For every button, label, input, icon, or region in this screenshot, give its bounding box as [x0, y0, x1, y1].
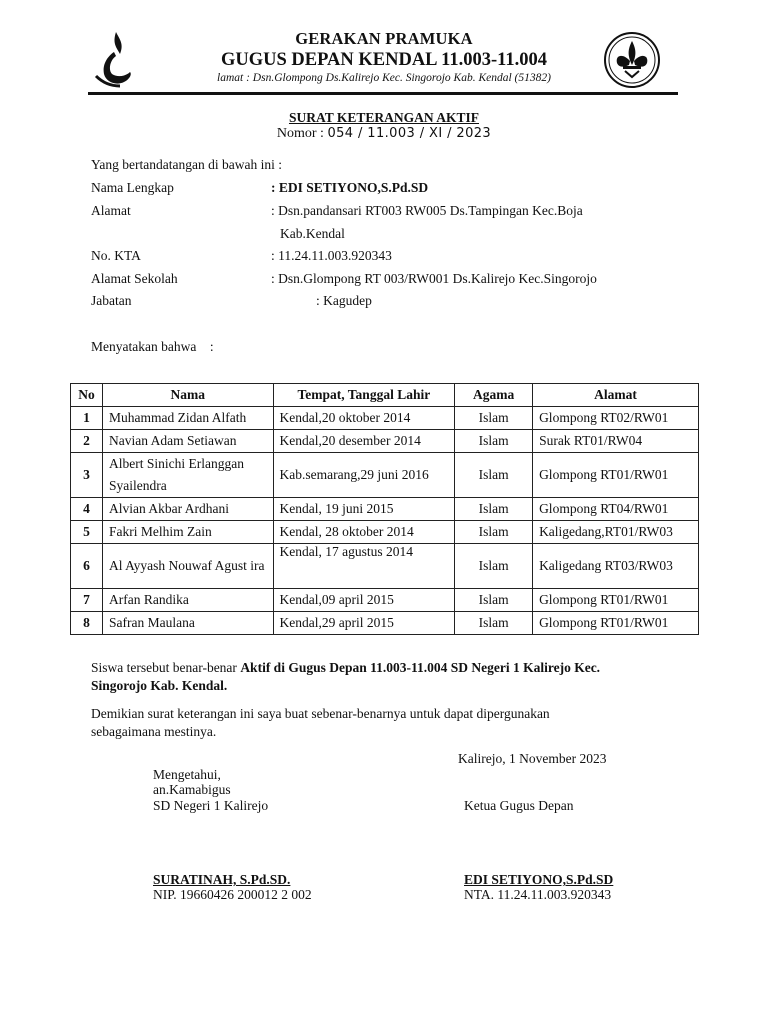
cell-ttl: Kendal,20 oktober 2014	[273, 407, 455, 430]
closing-paragraph-2	[91, 705, 691, 741]
cell-no: 2	[71, 430, 103, 453]
col-header-nama: Nama	[102, 384, 273, 407]
cell-ttl: Kendal,20 desember 2014	[273, 430, 455, 453]
cell-nama: Alvian Akbar Ardhani	[102, 498, 273, 521]
closing-p2-line1: Demikian surat keterangan ini saya buat sebenar-benarnya untuk dapat dipergunakan	[91, 706, 550, 721]
col-header-no: No	[71, 384, 103, 407]
col-header-alamat: Alamat	[533, 384, 699, 407]
table-row	[71, 453, 699, 498]
cell-no: 3	[71, 453, 103, 498]
sign-right-name: EDI SETIYONO,S.Pd.SD	[464, 872, 614, 887]
cell-agama: Islam	[455, 544, 533, 589]
table-row	[71, 589, 699, 612]
cell-no: 7	[71, 589, 103, 612]
sign-left-id: NIP. 19660426 200012 2 002	[153, 887, 312, 902]
field-label-kta: No. KTA	[91, 248, 141, 263]
col-header-ttl: Tempat, Tanggal Lahir	[273, 384, 455, 407]
cell-alamat: Glompong RT01/RW01	[533, 612, 699, 635]
field-value-alamat-sekolah: : Dsn.Glompong RT 003/RW001 Ds.Kalirejo Kec.Singorojo	[271, 271, 597, 286]
cell-no: 4	[71, 498, 103, 521]
cell-nama: Al Ayyash Nouwaf Agust ira	[102, 544, 273, 589]
cell-ttl: Kab.semarang,29 juni 2016	[273, 453, 455, 498]
field-value-kta: : 11.24.11.003.920343	[271, 248, 392, 263]
cell-alamat: Glompong RT04/RW01	[533, 498, 699, 521]
cell-no: 6	[71, 544, 103, 589]
cell-ttl: Kendal, 17 agustus 2014	[273, 544, 455, 589]
nomor-value: 054 / 11.003 / XI / 2023	[327, 126, 492, 141]
closing-paragraph-1	[91, 659, 691, 695]
cell-nama: Fakri Melhim Zain	[102, 521, 273, 544]
org-name: GERAKAN PRAMUKA	[295, 29, 473, 48]
closing-p2-line2: sebagaimana mestinya.	[91, 724, 217, 739]
place-date: Kalirejo, 1 November 2023	[458, 751, 607, 766]
cell-no: 8	[71, 612, 103, 635]
cell-no: 1	[71, 407, 103, 430]
unit-name: GUGUS DEPAN KENDAL 11.003-11.004	[220, 50, 547, 70]
cell-alamat: Kaligedang,RT01/RW03	[533, 521, 699, 544]
cell-alamat: Kaligedang RT03/RW03	[533, 544, 699, 589]
cell-agama: Islam	[455, 430, 533, 453]
table-row	[71, 544, 699, 589]
statement-text: Menyatakan bahwa :	[91, 339, 214, 354]
field-value-jabatan: : Kagudep	[316, 293, 372, 308]
closing-p1-prefix: Siswa tersebut benar-benar	[91, 660, 241, 675]
cell-no: 5	[71, 521, 103, 544]
header-address: lamat : Dsn.Glompong Ds.Kalirejo Kec. Singorojo Kab. Kendal (51382)	[217, 72, 551, 84]
table-header-row	[71, 384, 699, 407]
sign-left-line2: an.Kamabigus	[153, 782, 231, 797]
closing-p1-bold-2: Singorojo Kab. Kendal.	[91, 678, 228, 693]
cell-agama: Islam	[455, 453, 533, 498]
cell-agama: Islam	[455, 612, 533, 635]
field-value-alamat: : Dsn.pandansari RT003 RW005 Ds.Tampingan Kec.Boja	[271, 203, 583, 218]
sign-left-name: SURATINAH, S.Pd.SD.	[153, 872, 291, 887]
header-divider	[88, 92, 678, 95]
cell-alamat: Glompong RT02/RW01	[533, 407, 699, 430]
cell-ttl: Kendal,09 april 2015	[273, 589, 455, 612]
cell-ttl: Kendal,29 april 2015	[273, 612, 455, 635]
col-header-agama: Agama	[455, 384, 533, 407]
table-row	[71, 407, 699, 430]
closing-p1-bold-1: Aktif di Gugus Depan 11.003-11.004 SD Negeri 1 Kalirejo Kec.	[240, 660, 601, 675]
cell-nama: Arfan Randika	[102, 589, 273, 612]
cell-alamat: Glompong RT01/RW01	[533, 453, 699, 498]
field-label-nama: Nama Lengkap	[91, 180, 174, 195]
letter-number	[0, 126, 768, 142]
intro-text: Yang bertandatangan di bawah ini :	[91, 157, 282, 172]
table-row	[71, 498, 699, 521]
letter-title: SURAT KETERANGAN AKTIF	[288, 110, 480, 125]
sign-left-line1: Mengetahui,	[153, 767, 221, 782]
nomor-label: Nomor :	[276, 126, 328, 141]
field-label-alamat-sekolah: Alamat Sekolah	[91, 271, 178, 286]
cell-agama: Islam	[455, 521, 533, 544]
table-row	[71, 430, 699, 453]
sign-right-id: NTA. 11.24.11.003.920343	[464, 887, 612, 902]
cell-ttl: Kendal, 19 juni 2015	[273, 498, 455, 521]
member-table	[70, 383, 699, 635]
cell-nama: Safran Maulana	[102, 612, 273, 635]
cell-ttl: Kendal, 28 oktober 2014	[273, 521, 455, 544]
cell-agama: Islam	[455, 407, 533, 430]
field-value-alamat-cont: Kab.Kendal	[280, 226, 345, 241]
cell-nama: Muhammad Zidan Alfath	[102, 407, 273, 430]
cell-nama: Albert Sinichi Erlanggan Syailendra	[102, 453, 273, 498]
cell-alamat: Glompong RT01/RW01	[533, 589, 699, 612]
table-row	[71, 612, 699, 635]
table-row	[71, 521, 699, 544]
cell-agama: Islam	[455, 498, 533, 521]
field-value-nama: : EDI SETIYONO,S.Pd.SD	[271, 180, 429, 195]
sign-right-role: Ketua Gugus Depan	[464, 798, 574, 813]
sign-left-line3: SD Negeri 1 Kalirejo	[153, 798, 269, 813]
cell-agama: Islam	[455, 589, 533, 612]
cell-alamat: Surak RT01/RW04	[533, 430, 699, 453]
cell-nama: Navian Adam Setiawan	[102, 430, 273, 453]
field-label-alamat: Alamat	[91, 203, 131, 218]
field-label-jabatan: Jabatan	[91, 293, 132, 308]
